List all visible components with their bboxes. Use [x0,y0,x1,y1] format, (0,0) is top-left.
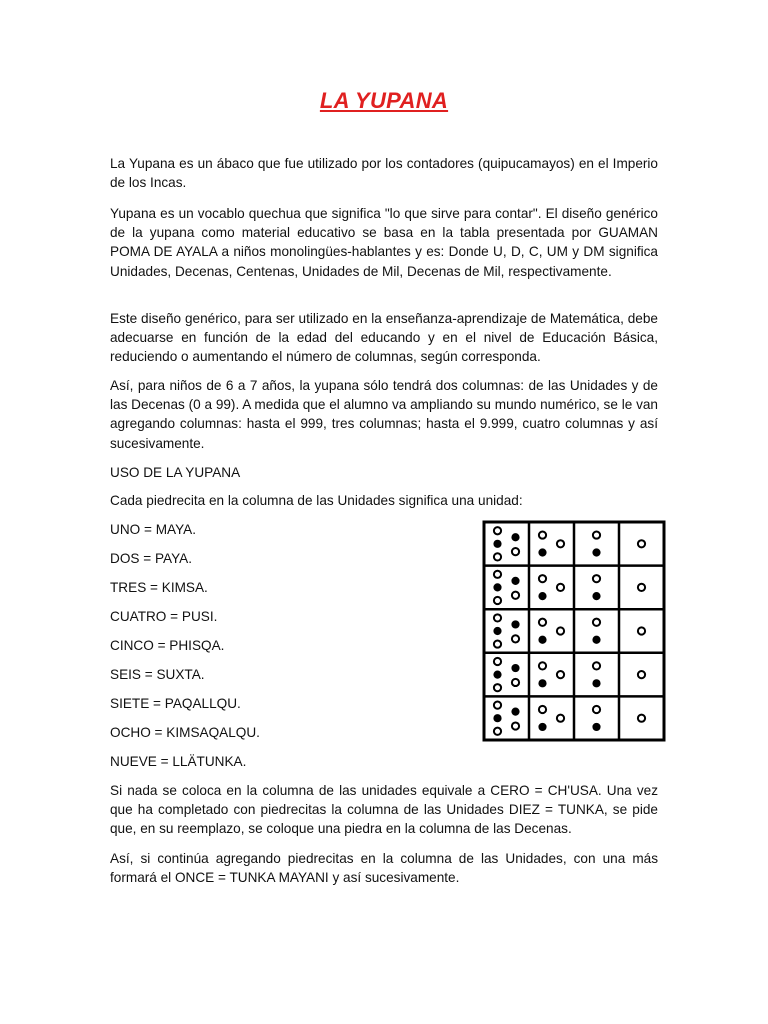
yupana-stone [539,549,546,556]
yupana-stone [539,619,546,626]
yupana-stone [593,593,600,600]
number-ocho: OCHO = KIMSAQALQU. [110,725,260,740]
yupana-stone [539,706,546,713]
yupana-stone [539,636,546,643]
yupana-stone [593,723,600,730]
yupana-stone [512,592,519,599]
yupana-grid-figure [480,518,668,744]
yupana-stone [593,680,600,687]
yupana-grid-svg [480,518,668,744]
yupana-stone [593,531,600,538]
yupana-stone [557,627,564,634]
yupana-stone [512,722,519,729]
yupana-stone [494,627,501,634]
yupana-stone [593,662,600,669]
number-seis: SEIS = SUXTA. [110,667,205,682]
number-dos: DOS = PAYA. [110,551,192,566]
yupana-stone [494,527,501,534]
paragraph-3: Este diseño genérico, para ser utilizado en la enseñanza-aprendizaje de Matemática, debe adecuarse en función de la edad del educando y en el nivel de Educación Básica, reduciendo o aumentando el número de columnas, según corresponda. [110,311,658,365]
paragraph-2: Yupana es un vocablo quechua que significa "lo que sirve para contar". El diseño genérico de la yupana como material educativo se basa en la tabla presentada por GUAMAN POMA DE AYALA a niños monolingües-hablantes y es: Donde U, D, C, UM y DM significa Unidades, Decenas, Centenas, Unidades de Mil, Decenas de Mil, respectivamente. [110,206,658,279]
yupana-stone [494,728,501,735]
document-title: LA YUPANA [319,88,449,113]
yupana-stone [494,671,501,678]
yupana-stone [557,715,564,722]
yupana-stone [494,553,501,560]
yupana-stone [638,540,645,547]
yupana-stone [494,597,501,604]
yupana-stone [593,636,600,643]
yupana-stone [512,621,519,628]
paragraph-cero: Si nada se coloca en la columna de las unidades equivale a CERO = CH'USA. Una vez que ha completado con piedrecitas la columna de las Unidades DIEZ = TUNKA, se pide que, en su reemplazo, se coloque una piedra en la columna de las Decenas. [110,783,658,837]
yupana-stone [593,619,600,626]
yupana-stone [539,531,546,538]
yupana-stone [557,540,564,547]
paragraph-4: Así, para niños de 6 a 7 años, la yupana sólo tendrá dos columnas: de las Unidades y de las Decenas (0 a 99). A medida que el alumno va ampliando su mundo numérico, se le van agregando columnas: hasta el 999, tres columnas; hasta el 9.999, cuatro columnas y así sucesivamente. [110,378,658,451]
yupana-stone [494,715,501,722]
paragraph-once: Así, si continúa agregando piedrecitas en la columna de las Unidades, con una más formará el ONCE = TUNKA MAYANI y así sucesivamente. [110,851,658,886]
yupana-stone [638,671,645,678]
yupana-stone [557,584,564,591]
number-cuatro: CUATRO = PUSI. [110,609,218,624]
yupana-stone [512,534,519,541]
yupana-stone [593,549,600,556]
yupana-stone [494,571,501,578]
yupana-stone [512,635,519,642]
intro-line: Cada piedrecita en la columna de las Unidades significa una unidad: [110,493,523,508]
yupana-stone [539,662,546,669]
yupana-stone [494,702,501,709]
yupana-stone [512,679,519,686]
number-cinco: CINCO = PHISQA. [110,638,225,653]
number-siete: SIETE = PAQALLQU. [110,696,241,711]
yupana-stone [638,627,645,634]
yupana-stone [512,577,519,584]
section-heading: USO DE LA YUPANA [110,465,241,480]
yupana-stone [638,715,645,722]
yupana-stone [539,575,546,582]
yupana-stone [638,584,645,591]
yupana-stone [512,548,519,555]
yupana-stone [494,640,501,647]
number-tres: TRES = KIMSA. [110,580,208,595]
yupana-stone [494,658,501,665]
yupana-stone [539,723,546,730]
yupana-stone [494,584,501,591]
yupana-stone [539,593,546,600]
yupana-stone [494,540,501,547]
yupana-stone [593,706,600,713]
paragraph-1: La Yupana es un ábaco que fue utilizado por los contadores (quipucamayos) en el Imperio de los Incas. [110,156,658,191]
yupana-stone [539,680,546,687]
number-nueve: NUEVE = LLÄTUNKA. [110,754,247,769]
yupana-stone [494,684,501,691]
yupana-stone [512,664,519,671]
yupana-stone [593,575,600,582]
number-uno: UNO = MAYA. [110,522,196,537]
yupana-stone [557,671,564,678]
yupana-stone [494,614,501,621]
yupana-stone [512,708,519,715]
